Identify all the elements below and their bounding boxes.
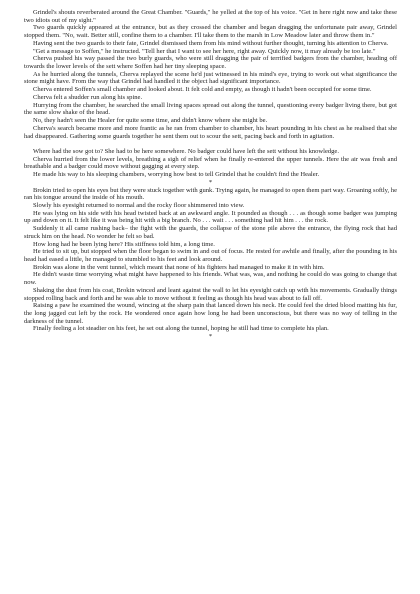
paragraph-gap [24,140,397,148]
paragraph: "Get a message to Soffen," he instructed. "Tell her that I want to see her here, right away. Quickly now, it may already be too late." [33,47,376,55]
paragraph: Two guards quickly appeared at the entrance, but as they crossed the chamber and began dragging the unfortunate pair away, Grindel stopped them. "No, wait. Better still, confine them to a chamber. I'll take them to the marsh in Low Meadow later and throw them in." [24,24,397,40]
paragraph: As he hurried along the tunnels, Cherva replayed the scene he'd just witnessed in his mind's eye, trying to work out what significance the stone might have. From the way that Grindel had handled it the object had significant importance. [24,70,397,86]
paragraph: He made his way to his sleeping chambers, worrying how best to tell Grindel that he couldn't find the Healer. [33,171,320,179]
section-brokin-awakens [24,187,397,334]
paragraph: Cherva felt a shudder run along his spine. [33,93,143,101]
paragraph: Finally feeling a lot steadier on his feet, he set out along the tunnel, hoping he still had time to complete his plan. [33,325,329,333]
paragraph: No, they hadn't seen the Healer for quite some time, and didn't know where she might be. [33,117,268,125]
paragraph: Where had the sow got to? She had to be here somewhere. No badger could have left the sett without his knowledge. [33,147,339,155]
paragraph: He tried to sit up, but stopped when the floor began to swim in and out of focus. He rested for awhile and finally, after the pounding in his head had eased a little, he managed to stumbled to his feet and look around. [24,248,397,263]
paragraph: How long had he been lying here? His stiffness told him, a long time. [33,240,215,248]
paragraph: He was lying on his side with his head twisted back at an awkward angle. It pounded as though . . . as though some badger was jumping up and down on it. It felt like it was being hit with a big branch. No . . . wait . . . something had hit him . . . the rock. [24,209,397,225]
paragraph: Shaking the dust from his coat, Brokin winced and leant against the wall to let his eyesight catch up with his movements. Gradually things stopped rolling back and forth and he was able to move without it feeling as though his head was about to fall off. [24,286,397,302]
paragraph: He didn't waste time worrying what might have happened to his friends. What was, was, and nothing he could do was going to change that now. [24,271,397,287]
paragraph: Having sent the two guards to their fate, Grindel dismissed them from his mind without further thought, turning his attention to Cherva. [33,39,389,47]
paragraph: Cherva entered Soffen's small chamber and looked about. It felt cold and empty, as though it hadn't been occupied for some time. [33,86,372,94]
paragraph: Slowly his eyesight returned to normal and the rocky floor shimmered into view. [33,201,245,209]
paragraph: Brokin was alone in the vent tunnel, which meant that none of his fighters had managed to make it in with him. [33,263,325,271]
paragraph: Brokin tried to open his eyes but they were stuck together with gunk. Trying again, he managed to open them part way. Groaning softly, he ran his tongue around the inside of his mouth. [24,186,397,202]
section-cherva-search [24,148,397,179]
paragraph: Cherva's search became more and more frantic as he ran from chamber to chamber, his heart pounding in his chest as he realised that she had disappeared. Gathering some guards together he sent them out to scour the sett, pacing back and forth in agitation. [24,124,397,140]
paragraph: Raising a paw he examined the wound, wincing at the sharp pain that lanced down his neck. He could feel the dried blood matting his fur, the long jagged cut left by the rock. He wondered once again how long he had been unconscious, but there was no way of telling in the darkness of the tunnel. [24,302,397,325]
paragraph: Cherva hurried from the lower levels, breathing a sigh of relief when he finally re-entered the upper tunnels. Here the air was fresh and breathable and a badger could move without gagging at every step. [24,155,397,171]
paragraph: Suddenly it all came rushing back– the fight with the guards, the collapse of the stone pile above the entrance, the flying rock that had struck him on the head. No wonder he felt so bad. [24,225,397,240]
paragraph: Hurrying from the chamber, he searched the small living spaces spread out along the tunnel, questioning every badger living there, but got the same slow shake of the head. [24,101,397,117]
scene-break-separator: * [208,333,213,341]
paragraph: Grindel's shouts reverberated around the Great Chamber. "Guards," he yelled at the top of his voice. "Get in here right now and take these two idiots out of my sight." [24,9,397,24]
section-grindel-chamber [24,9,397,140]
scene-break-separator: * [208,178,213,186]
paragraph: Cherva pushed his way passed the two burly guards, who were still dragging the pair of terrified badgers from the chamber, heading off towards the lower levels of the sett where Soffen had her tiny sleeping space. [24,55,397,71]
